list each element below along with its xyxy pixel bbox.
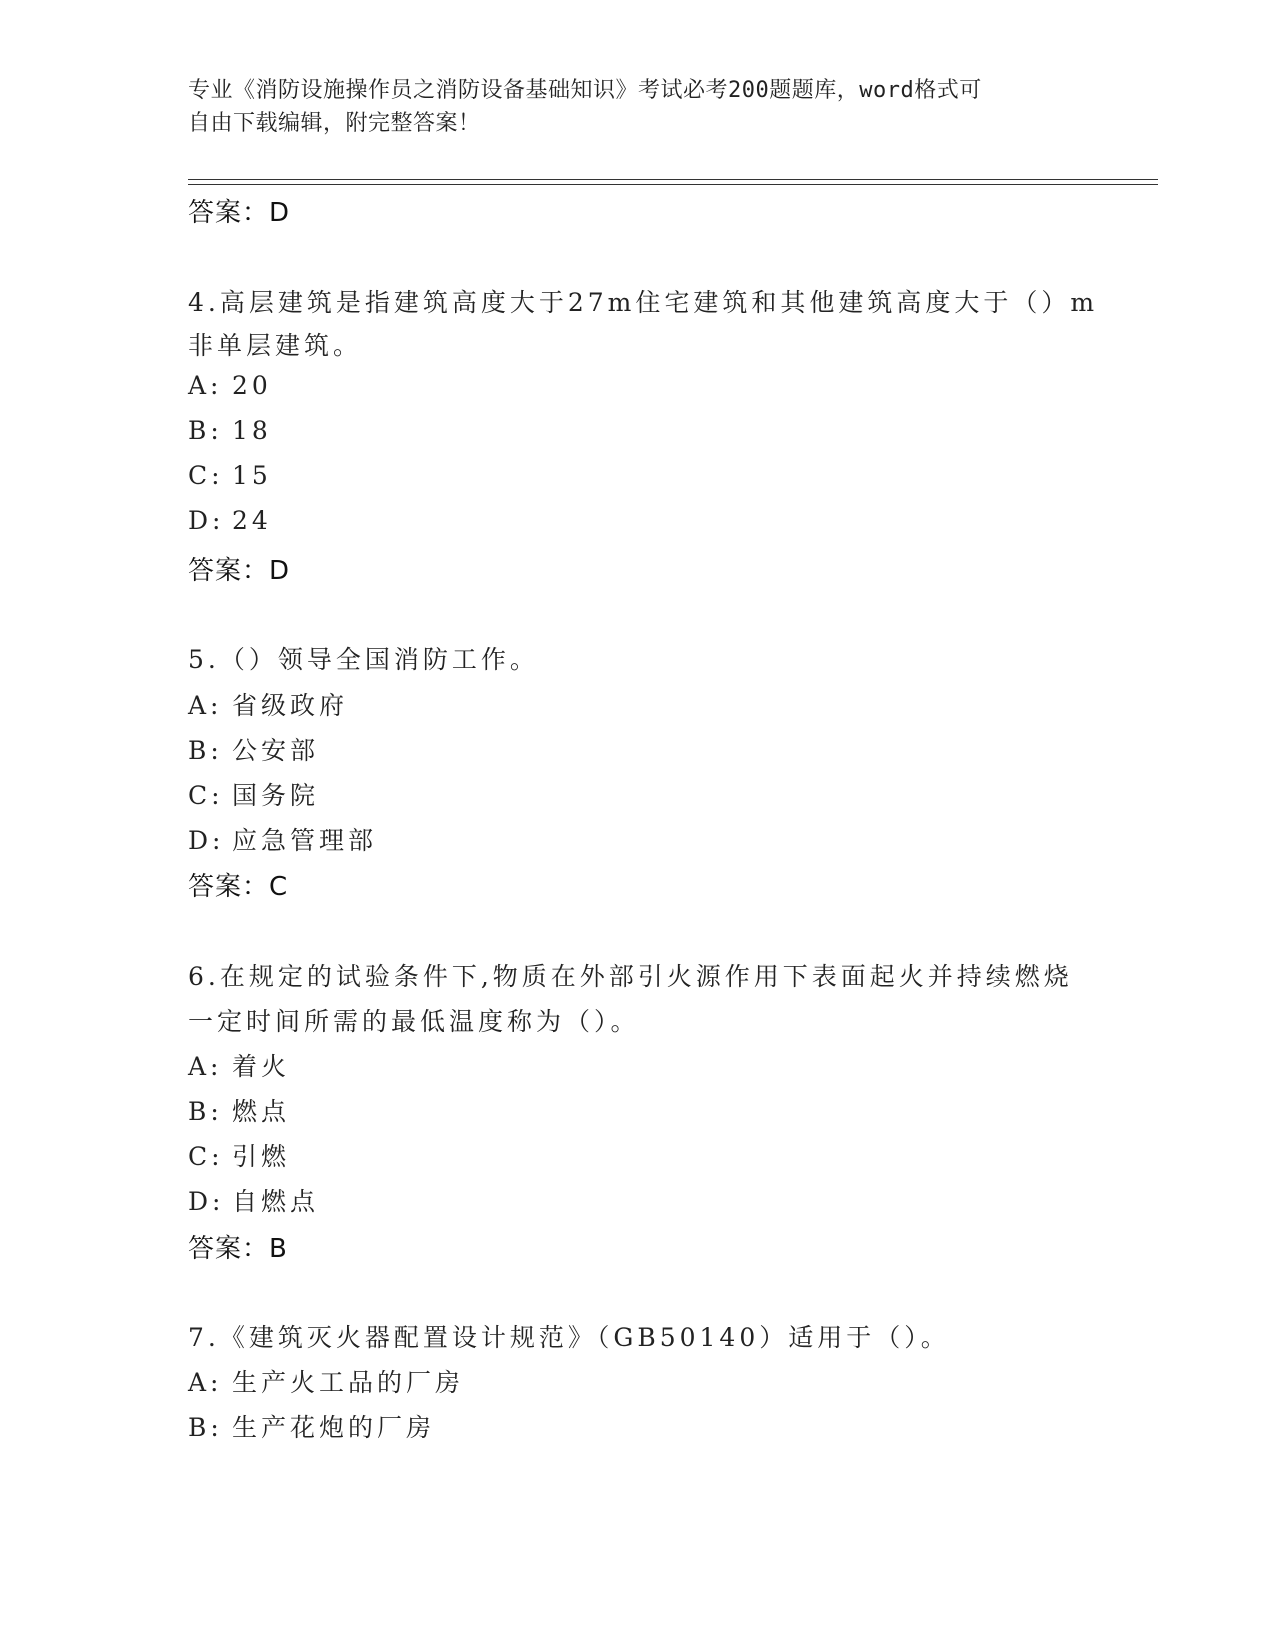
option-item bbox=[188, 371, 1088, 400]
answer-label: 答案： bbox=[188, 1234, 270, 1264]
option-item bbox=[188, 461, 1088, 490]
option-item bbox=[188, 1363, 1088, 1399]
question-text: 5.（）领导全国消防工作。 bbox=[188, 645, 539, 674]
option-item bbox=[188, 731, 1088, 767]
option-item bbox=[188, 821, 1088, 857]
option-letter: B: bbox=[188, 736, 223, 765]
option-letter: D: bbox=[188, 506, 225, 535]
answer-value: C bbox=[269, 872, 289, 902]
option-item bbox=[188, 776, 1088, 812]
option-item bbox=[188, 416, 1088, 445]
option-text: 18 bbox=[232, 416, 272, 445]
question-text-cont: 非单层建筑。 bbox=[188, 331, 363, 360]
option-item bbox=[188, 506, 1088, 535]
option-text: 燃点 bbox=[232, 1097, 291, 1126]
option-text: 生产花炮的厂房 bbox=[232, 1413, 436, 1442]
option-item bbox=[188, 1182, 1088, 1218]
option-text: 20 bbox=[232, 371, 272, 400]
header-divider-top bbox=[188, 179, 1158, 180]
option-letter: B: bbox=[188, 416, 223, 445]
option-item bbox=[188, 1047, 1088, 1083]
option-letter: D: bbox=[188, 826, 225, 855]
answer-value: D bbox=[269, 198, 291, 228]
option-text: 15 bbox=[232, 461, 272, 490]
header-line-2: 自由下载编辑，附完整答案！ bbox=[188, 111, 481, 136]
option-text: 应急管理部 bbox=[232, 826, 378, 855]
option-text: 着火 bbox=[232, 1052, 291, 1081]
option-text: 公安部 bbox=[232, 736, 320, 765]
option-letter: A: bbox=[188, 371, 223, 400]
option-letter: A: bbox=[188, 1052, 223, 1081]
option-text: 国务院 bbox=[232, 781, 320, 810]
question-text-cont: 一定时间所需的最低温度称为（）。 bbox=[188, 1007, 640, 1036]
option-letter: C: bbox=[188, 781, 224, 810]
question-text: 4.高层建筑是指建筑高度大于27m住宅建筑和其他建筑高度大于（）m bbox=[188, 288, 1099, 317]
option-item bbox=[188, 1092, 1088, 1128]
header-line-1: 专业《消防设施操作员之消防设备基础知识》考试必考200题题库，word格式可 bbox=[188, 78, 982, 103]
answer-line bbox=[188, 550, 290, 587]
answer-value: B bbox=[269, 1234, 288, 1264]
option-text: 引燃 bbox=[232, 1142, 291, 1171]
option-item bbox=[188, 1137, 1088, 1173]
answer-label: 答案： bbox=[188, 872, 270, 902]
question-text: 6.在规定的试验条件下,物质在外部引火源作用下表面起火并持续燃烧 bbox=[188, 962, 1073, 991]
option-letter: C: bbox=[188, 461, 224, 490]
answer-value: D bbox=[269, 556, 291, 586]
option-letter: D: bbox=[188, 1187, 225, 1216]
answer-line bbox=[188, 192, 290, 229]
option-item bbox=[188, 1408, 1088, 1444]
option-letter: C: bbox=[188, 1142, 224, 1171]
option-letter: B: bbox=[188, 1413, 223, 1442]
option-letter: A: bbox=[188, 1368, 223, 1397]
option-letter: B: bbox=[188, 1097, 223, 1126]
option-text: 24 bbox=[232, 506, 272, 535]
option-letter: A: bbox=[188, 691, 223, 720]
answer-label: 答案： bbox=[188, 556, 270, 586]
option-item bbox=[188, 686, 1088, 722]
option-text: 生产火工品的厂房 bbox=[232, 1368, 465, 1397]
header-divider-bottom bbox=[188, 184, 1158, 185]
document-header bbox=[188, 74, 1068, 140]
option-text: 省级政府 bbox=[232, 691, 349, 720]
question-text: 7.《建筑灭火器配置设计规范》（GB50140）适用于（）。 bbox=[188, 1323, 950, 1352]
answer-label: 答案： bbox=[188, 198, 270, 228]
answer-line bbox=[188, 866, 288, 903]
option-text: 自燃点 bbox=[232, 1187, 320, 1216]
answer-line bbox=[188, 1228, 288, 1265]
